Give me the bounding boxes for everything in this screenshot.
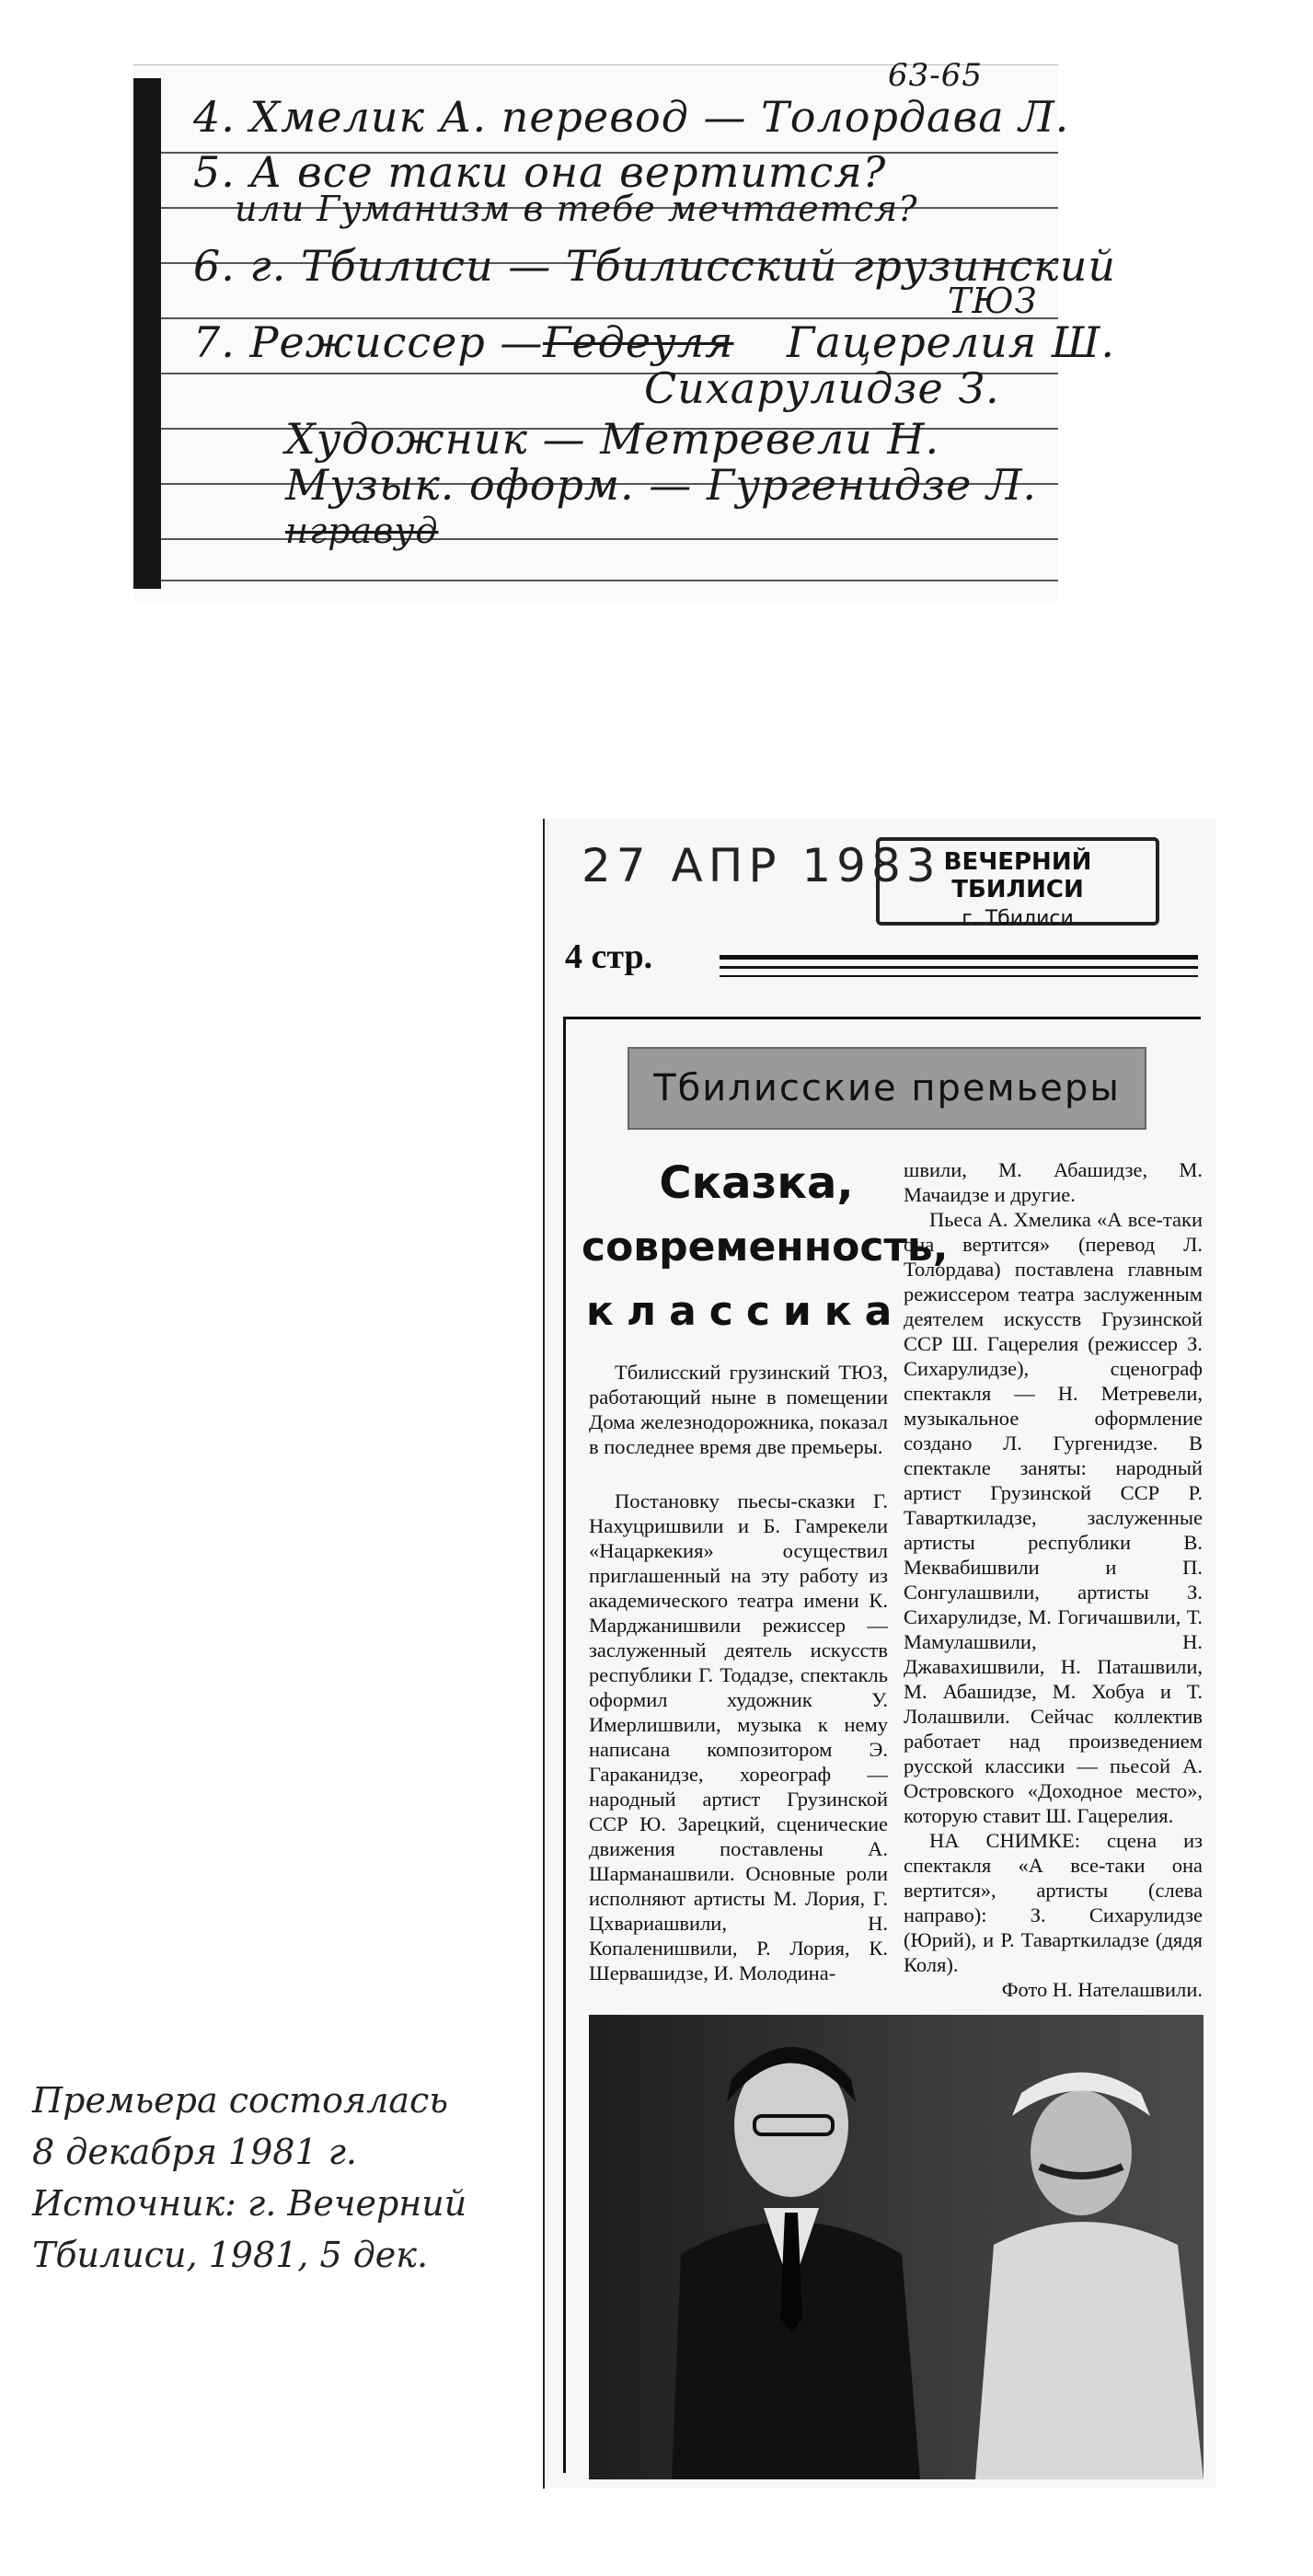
article-column-2 <box>904 1157 1203 2004</box>
card-line: Сихарулидзе З. <box>644 363 1000 413</box>
note-line: Тбилиси, 1981, 5 дек. <box>32 2235 429 2275</box>
article-paragraph: Тбилисский грузинский ТЮЗ, работающий ныне в помещении Дома железнодорожника, показал в последнее время две премьеры. <box>589 1361 888 1458</box>
newspaper-clipping <box>543 819 1216 2489</box>
note-line: Премьера состоялась <box>32 2080 449 2121</box>
article-paragraph: Постановку пьесы-сказки Г. Нахуцришвили и Б. Гамрекели «Нацаркекия» осуществил приглашенный на эту работу из академического театра имени К. Марджанишвили режиссер — заслуженный деятель искусств республики Г. Тодадзе, спектакль оформил художник У. Имерлишвили, музыка к нему написана композитором Э. Гараканидзе, хореограф — народный артист Грузинской ССР Ю. Зарецкий, сценические движения поставлены А. Шарманашвили. Основные роли исполняют артисты М. Лория, Г. Цхвариашвили, Н. Копаленишвили, Р. Лория, К. Шервашидзе, И. Молодина- <box>589 1489 888 1984</box>
note-line: 8 декабря 1981 г. <box>32 2132 358 2172</box>
stamp-city: г. Тбилиси <box>962 907 1074 930</box>
headline-line: Сказка, <box>659 1157 854 1209</box>
stage-photo <box>589 2015 1204 2479</box>
card-line: 6. г. Тбилиси — Тбилисский грузинский <box>193 241 1116 291</box>
headline-line: современность, <box>582 1224 949 1271</box>
rubric-banner: Тбилисские премьеры <box>628 1047 1146 1130</box>
newspaper-stamp <box>876 837 1159 930</box>
photo-caption: НА СНИМКЕ: сцена из спектакля «А все-таки она вертится», артисты (слева направо): З. Сихарулидзе (Юрий), и Р. Таварткиладзе (дядя Коля). <box>904 1829 1203 1976</box>
card-line: 7. Режиссер — <box>193 317 544 367</box>
card-line: 4. Хмелик А. перевод — Толордава Л. <box>193 92 1070 142</box>
handwritten-note <box>32 2075 466 2281</box>
card-line: ТЮЗ <box>948 281 1038 321</box>
page-number: 4 стр. <box>565 937 653 976</box>
card-rule <box>161 580 1058 581</box>
card-line-struck: нгравуд <box>285 511 439 551</box>
stamp-newspaper-name: ВЕЧЕРНИЙ ТБИЛИСИ <box>943 848 1092 903</box>
photo-credit: Фото Н. Нателашвили. <box>1001 1978 1203 2001</box>
card-edge-shadow <box>133 78 161 589</box>
card-line: Гацерелия Ш. <box>787 317 1115 367</box>
card-line: 5. А все таки она вертится? <box>193 147 887 197</box>
note-line: Источник: г. Вечерний <box>32 2183 467 2224</box>
headline-line: классика <box>586 1288 905 1335</box>
page-rule <box>720 966 1198 969</box>
article-paragraph: Пьеса А. Хмелика «А все-таки она вертится» (перевод Л. Толордава) поставлена главным режиссером театра заслуженным деятелем искусств Грузинской ССР Ш. Гацерелия (режиссер З. Сихарулидзе), сценограф спектакля — Н. Метревели, музыкальное оформление создано Л. Гургенидзе. В спектакле заняты: народный артист Грузинской ССР Р. Таварткиладзе, заслуженные артисты республики В. Меквабишвили и П. Сонгулашвили, артисты З. Сихарулидзе, М. Гогичашвили, Т. Мамулашвили, Н. Джавахишвили, Н. Паташвили, М. Абашидзе, М. Хобуа и Т. Лолашвили. Сейчас коллектив работает над произведением русской классики — пьесой А. Островского «Доходное место», которую ставит Ш. Гацерелия. <box>904 1208 1203 1827</box>
page-rule <box>720 955 1198 960</box>
article-column-1-cont <box>589 1489 888 2006</box>
card-line: Музык. оформ. — Гургенидзе Л. <box>285 460 1037 510</box>
card-page-ref: 63-65 <box>888 57 984 94</box>
article-paragraph: швили, М. Абашидзе, М. Мачаидзе и другие. <box>904 1158 1203 1206</box>
date-stamp: 27 АПР 1983 <box>582 839 941 892</box>
card-line: или Гуманизм в тебе мечтается? <box>235 189 918 229</box>
card-line-struck: Гедеуля <box>543 317 734 367</box>
page-rule <box>720 975 1198 977</box>
card-line: Художник — Метревели Н. <box>285 414 940 464</box>
